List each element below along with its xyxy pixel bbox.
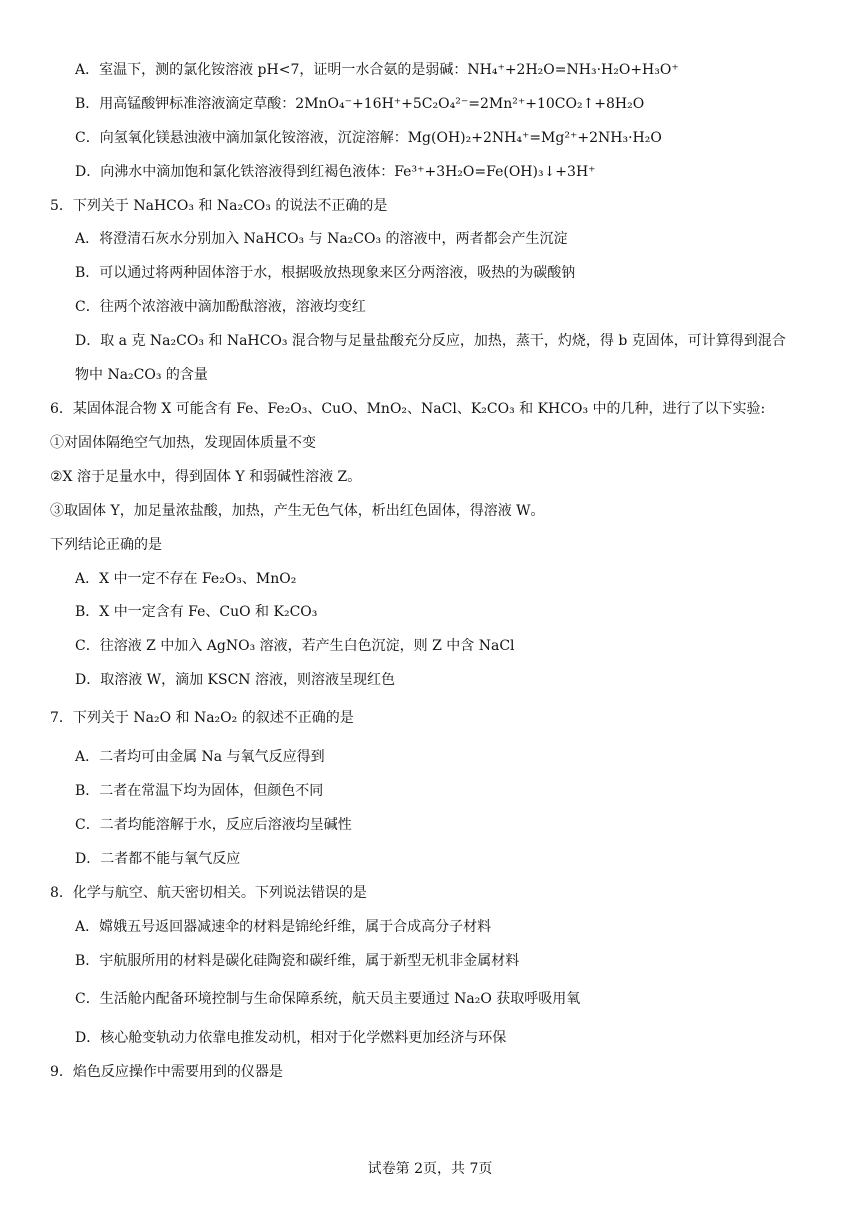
question-5: 5．下列关于 NaHCO₃ 和 Na₂CO₃ 的说法不正确的是 (50, 198, 388, 214)
q5-option-a: A．将澄清石灰水分别加入 NaHCO₃ 与 Na₂CO₃ 的溶液中，两者都会产生沉淀 (75, 231, 568, 247)
q6-step-1: ①对固体隔绝空气加热，发现固体质量不变 (50, 435, 316, 451)
q7-option-d: D．二者都不能与氧气反应 (75, 851, 241, 867)
question-6: 6．某固体混合物 X 可能含有 Fe、Fe₂O₃、CuO、MnO₂、NaCl、K₂CO₃ 和 KHCO₃ 中的几种，进行了以下实验: (50, 401, 766, 417)
q5-option-d: D．取 a 克 Na₂CO₃ 和 NaHCO₃ 混合物与足量盐酸充分反应，加热，蒸干，灼烧，得 b 克固体，可计算得到混合 (75, 333, 786, 349)
q5-option-d-cont: 物中 Na₂CO₃ 的含量 (75, 367, 208, 383)
q4-option-a: A．室温下，测的氯化铵溶液 pH<7，证明一水合氨的是弱碱：NH₄⁺+2H₂O=NH₃·H₂O+H₃O⁺ (75, 62, 679, 78)
q6-prompt: 下列结论正确的是 (50, 537, 162, 553)
q6-step-2: ②X 溶于足量水中，得到固体 Y 和弱碱性溶液 Z。 (50, 469, 362, 485)
question-7: 7．下列关于 Na₂O 和 Na₂O₂ 的叙述不正确的是 (50, 710, 354, 726)
q4-option-b: B．用高锰酸钾标准溶液滴定草酸：2MnO₄⁻+16H⁺+5C₂O₄²⁻=2Mn²⁺+10CO₂↑+8H₂O (75, 96, 645, 112)
q7-option-a: A．二者均可由金属 Na 与氧气反应得到 (75, 749, 325, 765)
q5-option-b: B．可以通过将两种固体溶于水，根据吸放热现象来区分两溶液，吸热的为碳酸钠 (75, 265, 576, 281)
q6-option-a: A．X 中一定不存在 Fe₂O₃、MnO₂ (75, 571, 297, 587)
q7-option-b: B．二者在常温下均为固体，但颜色不同 (75, 783, 324, 799)
q8-option-b: B．宇航服所用的材料是碳化硅陶瓷和碳纤维，属于新型无机非金属材料 (75, 953, 520, 969)
q5-option-c: C．往两个浓溶液中滴加酚酞溶液，溶液均变红 (75, 299, 366, 315)
q6-option-b: B．X 中一定含有 Fe、CuO 和 K₂CO₃ (75, 604, 318, 620)
q7-option-c: C．二者均能溶解于水，反应后溶液均呈碱性 (75, 817, 352, 833)
q8-option-c: C．生活舱内配备环境控制与生命保障系统，航天员主要通过 Na₂O 获取呼吸用氧 (75, 991, 581, 1007)
q8-option-a: A．嫦娥五号返回器减速伞的材料是锦纶纤维，属于合成高分子材料 (75, 919, 492, 935)
question-8: 8．化学与航空、航天密切相关。下列说法错误的是 (50, 885, 367, 901)
q6-step-3: ③取固体 Y，加足量浓盐酸，加热，产生无色气体，析出红色固体，得溶液 W。 (50, 503, 545, 519)
question-9: 9．焰色反应操作中需要用到的仪器是 (50, 1064, 283, 1080)
q8-option-d: D．核心舱变轨动力依靠电推发动机，相对于化学燃料更加经济与环保 (75, 1030, 507, 1046)
q6-option-d: D．取溶液 W，滴加 KSCN 溶液，则溶液呈现红色 (75, 672, 395, 688)
page-footer: 试卷第 2页，共 7页 (367, 1161, 493, 1177)
q6-option-c: C．往溶液 Z 中加入 AgNO₃ 溶液，若产生白色沉淀，则 Z 中含 NaCl (75, 638, 515, 654)
q4-option-c: C．向氢氧化镁悬浊液中滴加氯化铵溶液，沉淀溶解：Mg(OH)₂+2NH₄⁺=Mg²⁺+2NH₃·H₂O (75, 130, 662, 146)
q4-option-d: D．向沸水中滴加饱和氯化铁溶液得到红褐色液体：Fe³⁺+3H₂O=Fe(OH)₃↓+3H⁺ (75, 164, 596, 180)
